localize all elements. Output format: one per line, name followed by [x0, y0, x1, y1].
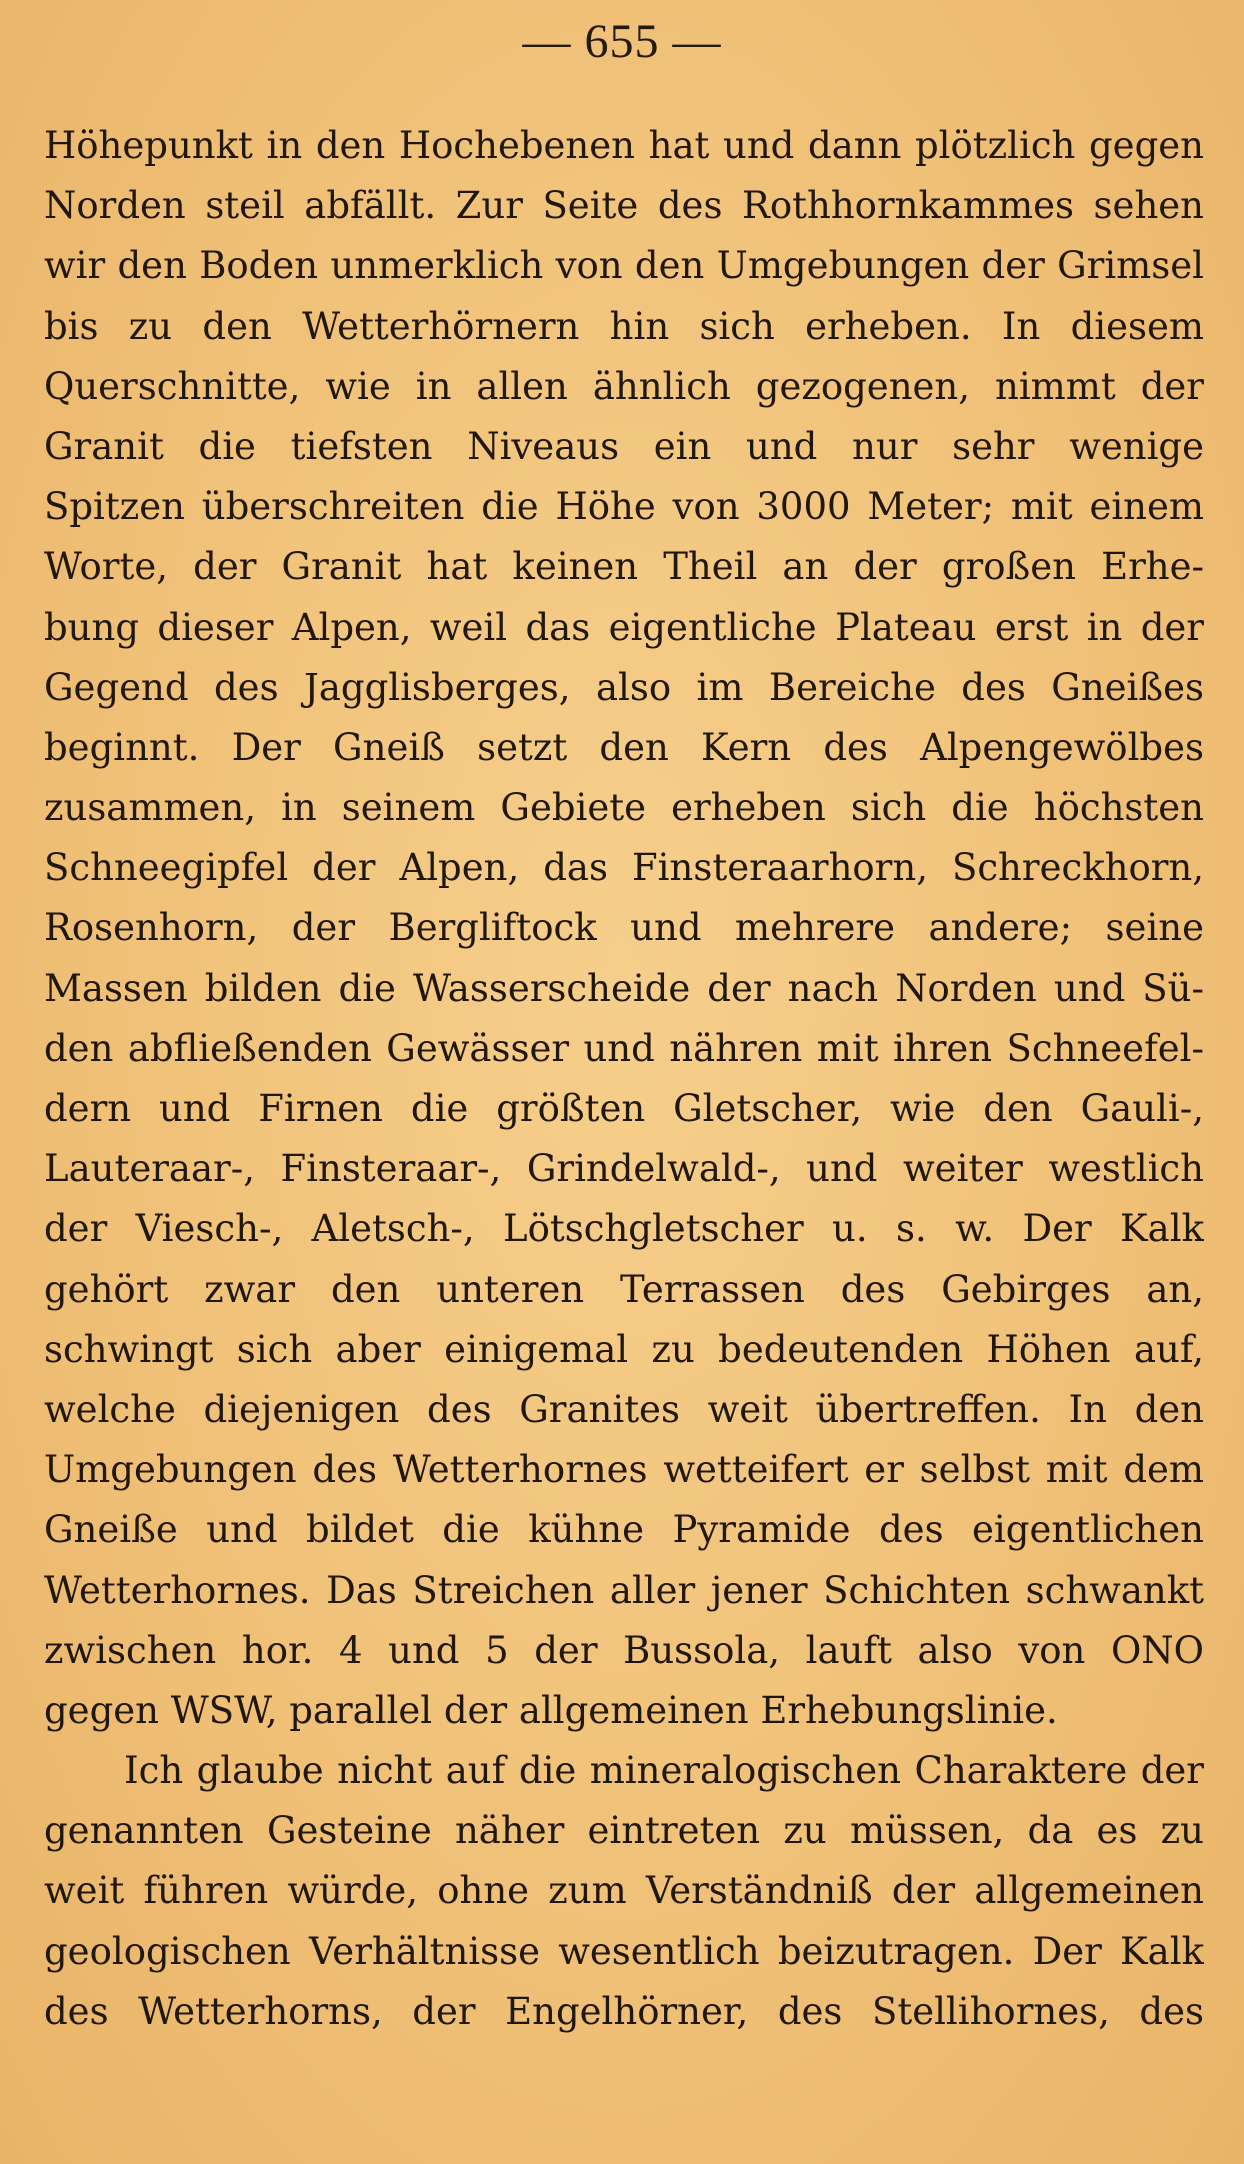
- body-text: [44, 116, 1204, 2042]
- text-line: zusammen, in seinem Gebiete erheben sich die höchsten: [44, 786, 1204, 830]
- text-line: geologischen Verhältnisse wesentlich beizutragen. Der Kalk: [44, 1929, 1204, 1973]
- paragraph-end-line: gegen WSW, parallel der allgemeinen Erhebungslinie.: [44, 1688, 1058, 1732]
- text-line: weit führen würde, ohne zum Verständniß der allgemeinen: [44, 1869, 1204, 1913]
- text-line: Querschnitte, wie in allen ähnlich gezogenen, nimmt der: [44, 364, 1204, 408]
- text-line: zwischen hor. 4 und 5 der Bussola, lauft also von ONO: [44, 1628, 1204, 1672]
- text-line: Gneiße und bildet die kühne Pyramide des eigentlichen: [44, 1508, 1204, 1552]
- page-number: — 655 —: [522, 15, 722, 68]
- text-line: Rosenhorn, der Bergliftock und mehrere andere; seine: [44, 906, 1204, 950]
- text-line: dern und Firnen die größten Gletscher, wie den Gauli-,: [44, 1087, 1204, 1130]
- text-line: Norden steil abfällt. Zur Seite des Rothhornkammes sehen: [44, 184, 1204, 228]
- text-line: bis zu den Wetterhörnern hin sich erheben. In diesem: [44, 304, 1204, 348]
- text-line: der Viesch-, Aletsch-, Lötschgletscher u. s. w. Der Kalk: [44, 1207, 1204, 1251]
- text-line: des Wetterhorns, der Engelhörner, des Stellihornes, des: [44, 1989, 1204, 2033]
- text-line: gehört zwar den unteren Terrassen des Gebirges an,: [44, 1267, 1204, 1311]
- text-line: genannten Gesteine näher eintreten zu müssen, da es zu: [44, 1809, 1204, 1853]
- text-line: Wetterhornes. Das Streichen aller jener Schichten schwankt: [44, 1568, 1204, 1612]
- text-line: Massen bilden die Wasserscheide der nach Norden und Sü-: [44, 966, 1204, 1010]
- text-line: Lauteraar-, Finsteraar-, Grindelwald-, und weiter westlich: [44, 1147, 1204, 1191]
- text-line: Schneegipfel der Alpen, das Finsteraarhorn, Schreckhorn,: [44, 846, 1204, 890]
- text-line: Höhepunkt in den Hochebenen hat und dann plötzlich gegen: [44, 124, 1204, 167]
- text-line: schwingt sich aber einigemal zu bedeutenden Höhen auf,: [44, 1327, 1204, 1371]
- text-line: welche diejenigen des Granites weit übertreffen. In den: [44, 1387, 1204, 1431]
- text-line: bung dieser Alpen, weil das eigentliche Plateau erst in der: [44, 605, 1204, 649]
- text-line: beginnt. Der Gneiß setzt den Kern des Alpengewölbes: [44, 725, 1204, 769]
- text-line: den abfließenden Gewässer und nähren mit ihren Schneefel-: [44, 1026, 1204, 1070]
- paragraph-start-line: Ich glaube nicht auf die mineralogischen Charaktere der: [124, 1749, 1204, 1793]
- text-line: Spitzen überschreiten die Höhe von 3000 Meter; mit einem: [44, 485, 1204, 529]
- text-line: Umgebungen des Wetterhornes wetteifert er selbst mit dem: [44, 1448, 1204, 1492]
- text-line: Worte, der Granit hat keinen Theil an der großen Erhe-: [44, 545, 1204, 589]
- text-line: Gegend des Jagglisberges, also im Bereiche des Gneißes: [44, 665, 1204, 709]
- text-line: wir den Boden unmerklich von den Umgebungen der Grimsel: [44, 244, 1204, 288]
- text-line: Granit die tiefsten Niveaus ein und nur sehr wenige: [44, 424, 1204, 468]
